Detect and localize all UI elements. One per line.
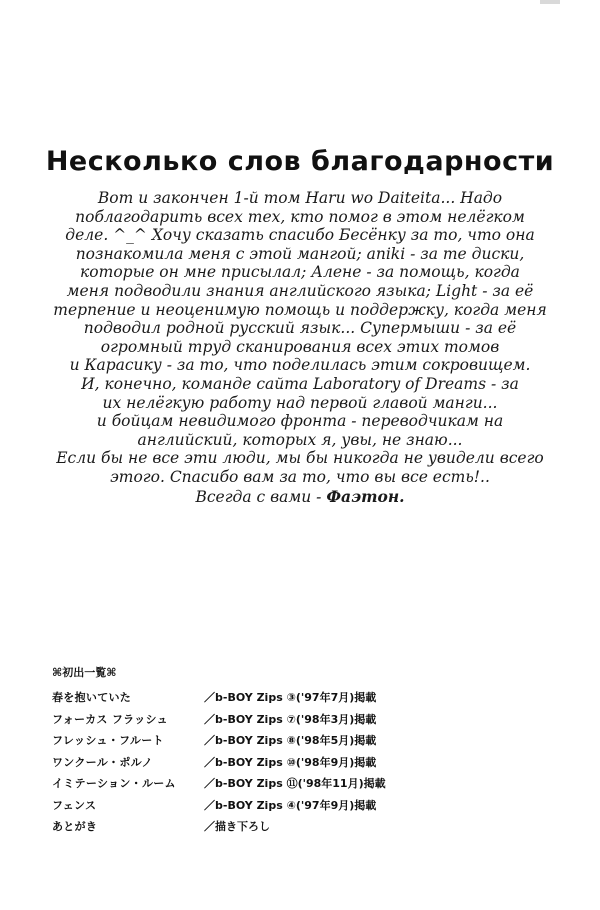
credits-header: ⌘初出一覧⌘ [52, 666, 117, 679]
body-line: Вот и закончен 1-й том Haru wo Daiteita... Надо [97, 189, 503, 207]
body-line: терпение и неоценимую помощь и поддержку, когда меня [53, 300, 547, 319]
credit-row [52, 687, 432, 709]
credit-row [52, 709, 432, 731]
publication-source: ／b-BOY Zips ⑪('98年11月)掲載 [204, 777, 386, 790]
publication-source: ／b-BOY Zips ③('97年7月)掲載 [204, 691, 377, 704]
signature: Фаэтон. [326, 487, 405, 506]
body-line: Если бы не все эти люди, мы бы никогда не увидели всего [56, 449, 544, 468]
body-line: подводил родной русский язык... Супермыши - за её [83, 319, 517, 338]
credit-row [52, 730, 432, 752]
page-title: Несколько слов благодарности [45, 146, 555, 178]
story-title: フェンス [52, 798, 97, 812]
signoff [0, 487, 600, 506]
body-line: и бойцам невидимого фронта - переводчикам на [96, 412, 504, 431]
publication-source: ／b-BOY Zips ④('97年9月)掲載 [204, 798, 377, 812]
publication-source: ／b-BOY Zips ⑧('98年5月)掲載 [204, 734, 377, 747]
publication-source: ／描き下ろし [204, 820, 270, 833]
body-line: познакомила меня с этой мангой; aniki - за те диски, [75, 244, 525, 263]
story-title: ワンクール・ポルノ [52, 755, 153, 769]
story-title: フォーカス フラッシュ [52, 712, 168, 726]
body-line: которые он мне присылал; Алене - за помощь, когда [80, 263, 520, 282]
body-line: И, конечно, команде сайта Laboratory of Dreams - за [81, 374, 519, 393]
body-line: и Карасику - за то, что поделилась этим сокровищем. [69, 356, 531, 375]
credit-row [52, 816, 432, 838]
body-line: огромный труд сканирования всех этих томов [100, 337, 500, 356]
corner-scan-mark [540, 0, 560, 4]
credit-row [52, 752, 432, 774]
body-line: меня подводили знания английского языка; Light - за её [66, 281, 534, 300]
body-line: этого. Спасибо вам за то, что вы все есть!.. [110, 467, 490, 486]
acknowledgement-text [28, 189, 572, 487]
story-title: フレッシュ・フルート [52, 734, 164, 747]
publication-source: ／b-BOY Zips ⑦('98年3月)掲載 [204, 712, 377, 726]
story-title: あとがき [52, 820, 98, 833]
body-line: английский, которых я, увы, не знаю... [137, 430, 463, 449]
story-title: イミテーション・ルーム [52, 777, 176, 790]
body-line: поблагодарить всех тех, кто помог в этом нелёгком [75, 207, 525, 226]
first-appearance-list [52, 664, 432, 838]
credit-row [52, 773, 432, 795]
body-line: деле. ^_^ Хочу сказать спасибо Бесёнку за то, что она [65, 226, 535, 245]
publication-source: ／b-BOY Zips ⑩('98年9月)掲載 [204, 755, 377, 769]
signoff-text: Всегда с вами - [195, 488, 327, 506]
body-line: их нелёгкую работу над первой главой манги... [102, 393, 498, 412]
story-title: 春を抱いていた [52, 691, 132, 704]
credit-row [52, 795, 432, 817]
